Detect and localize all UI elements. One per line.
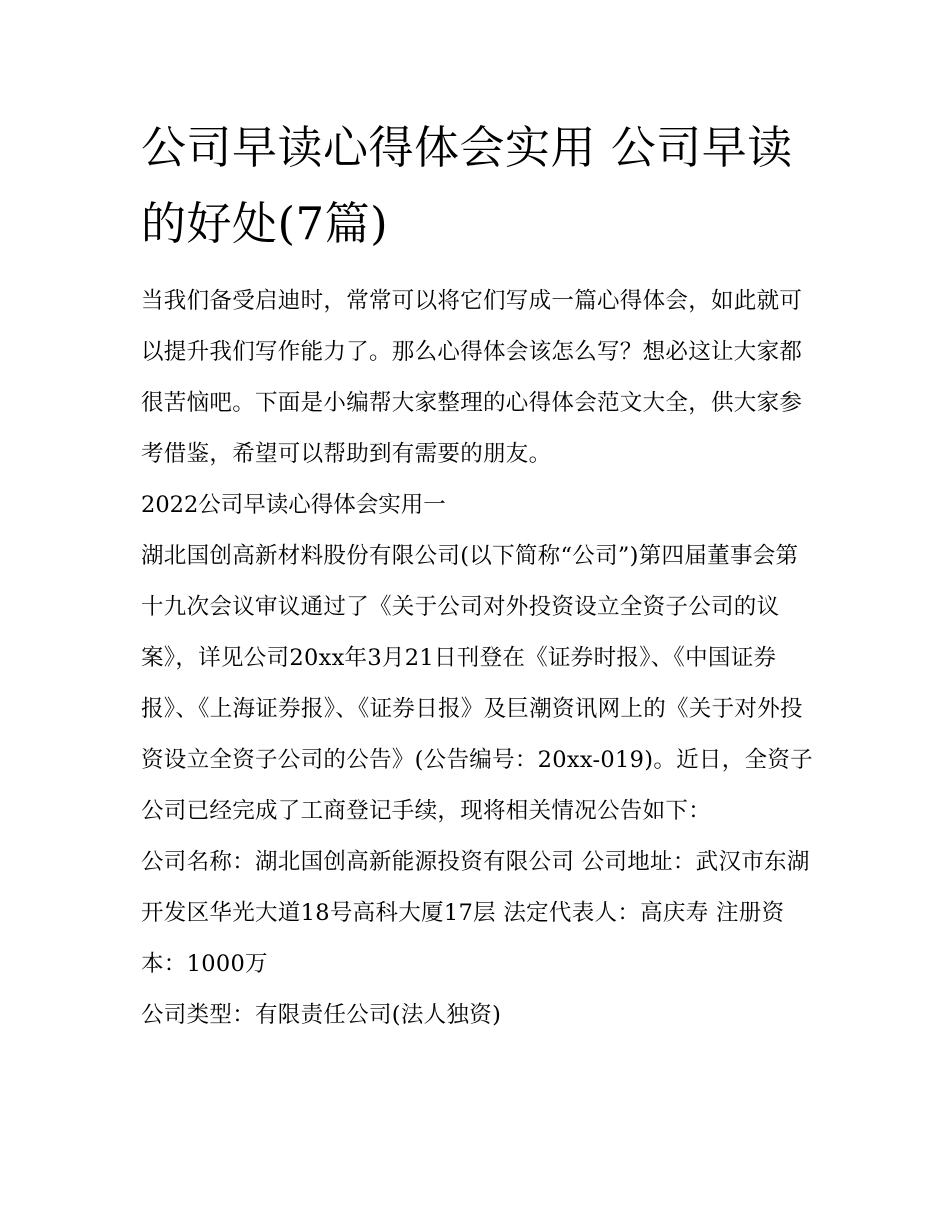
section-heading: 2022公司早读心得体会实用一 (141, 492, 446, 518)
announcement-paragraph: 湖北国创高新材料股份有限公司(以下简称“公司”)第四届董事会第十九次会议审议通过了《关于公司对外投资设立全资子公司的议案》，详见公司20xx年3月21日刊登在《证券时报》、《中国证券报》、《上海证券报》、《证券日报》及巨潮资讯网上的《关于对外投资设立全资子公司的公告》(公告编号：20xx-019)。近日，全资子公司已经完成了工商登记手续，现将相关情况公告如下： (141, 543, 813, 824)
document-body (141, 110, 816, 1041)
intro-paragraph: 当我们备受启迪时，常常可以将它们写成一篇心得体会，如此就可以提升我们写作能力了。那么心得体会该怎么写？想必这让大家都很苦恼吧。下面是小编帮大家整理的心得体会范文大全，供大家参考借鉴，希望可以帮助到有需要的朋友。 (141, 288, 803, 467)
document-title: 公司早读心得体会实用 公司早读的好处(7篇) (141, 121, 793, 250)
company-info-paragraph: 公司名称：湖北国创高新能源投资有限公司 公司地址：武汉市东湖开发区华光大道18号高科大厦17层 法定代表人：高庆寿 注册资本：1000万 (141, 849, 810, 977)
company-type-paragraph: 公司类型：有限责任公司(法人独资) (141, 1002, 502, 1028)
